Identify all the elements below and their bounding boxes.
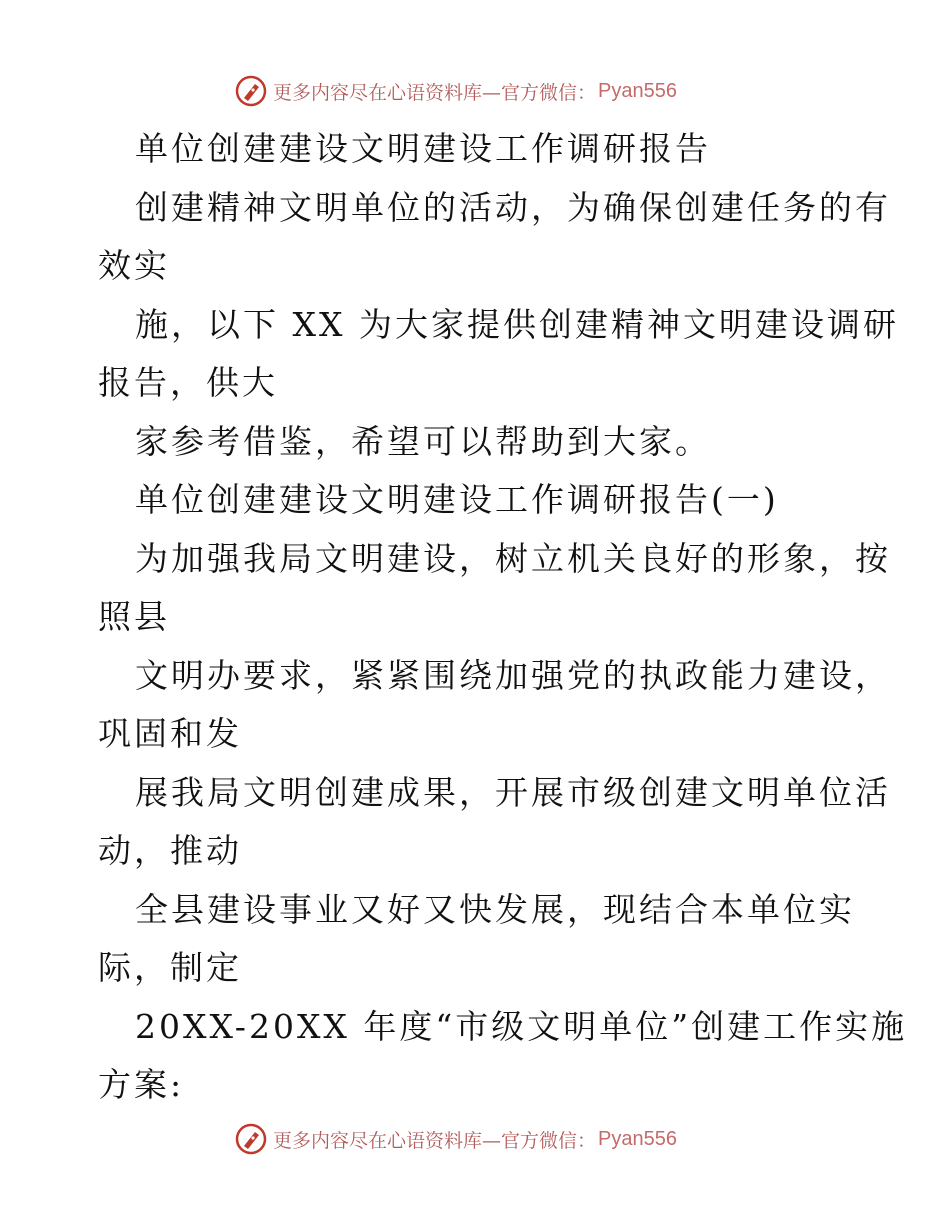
text-line: 家参考借鉴，希望可以帮助到大家。 xyxy=(135,421,711,461)
text-line: 报告，供大 xyxy=(98,363,278,402)
banner-text: 更多内容尽在心语资料库—官方微信： xyxy=(273,81,597,104)
document-body xyxy=(98,120,908,1115)
text-line: 效实 xyxy=(98,246,170,285)
header-watermark-banner xyxy=(235,74,677,108)
footer-watermark-banner xyxy=(235,1122,677,1156)
text-line: 动，推动 xyxy=(98,831,242,870)
text-line: 20XX-20XX 年度“市级文明单位”创建工作实施 xyxy=(135,1006,908,1046)
banner-text: 更多内容尽在心语资料库—官方微信： xyxy=(273,1129,597,1152)
text-line: 际，制定 xyxy=(98,948,242,987)
text-line: 为加强我局文明建设，树立机关良好的形象，按 xyxy=(135,538,891,578)
text-line: 照县 xyxy=(98,597,170,636)
text-line: 方案: xyxy=(98,1065,185,1104)
text-line: 施，以下 XX 为大家提供创建精神文明建设调研 xyxy=(135,304,899,344)
text-line: 全县建设事业又好又快发展，现结合本单位实 xyxy=(135,889,855,929)
banner-handle: Pyan556 xyxy=(598,79,677,102)
text-line: 展我局文明创建成果，开展市级创建文明单位活 xyxy=(135,772,891,812)
text-line: 文明办要求，紧紧围绕加强党的执政能力建设， xyxy=(135,655,891,695)
text-line: 创建精神文明单位的活动，为确保创建任务的有 xyxy=(135,187,891,227)
text-line: 单位创建建设文明建设工作调研报告(一) xyxy=(135,480,779,519)
pen-nib-logo-icon xyxy=(235,1123,267,1155)
text-line: 巩固和发 xyxy=(98,714,242,753)
banner-handle: Pyan556 xyxy=(598,1127,677,1150)
text-line: 单位创建建设文明建设工作调研报告 xyxy=(135,129,711,168)
pen-nib-logo-icon xyxy=(235,75,267,107)
